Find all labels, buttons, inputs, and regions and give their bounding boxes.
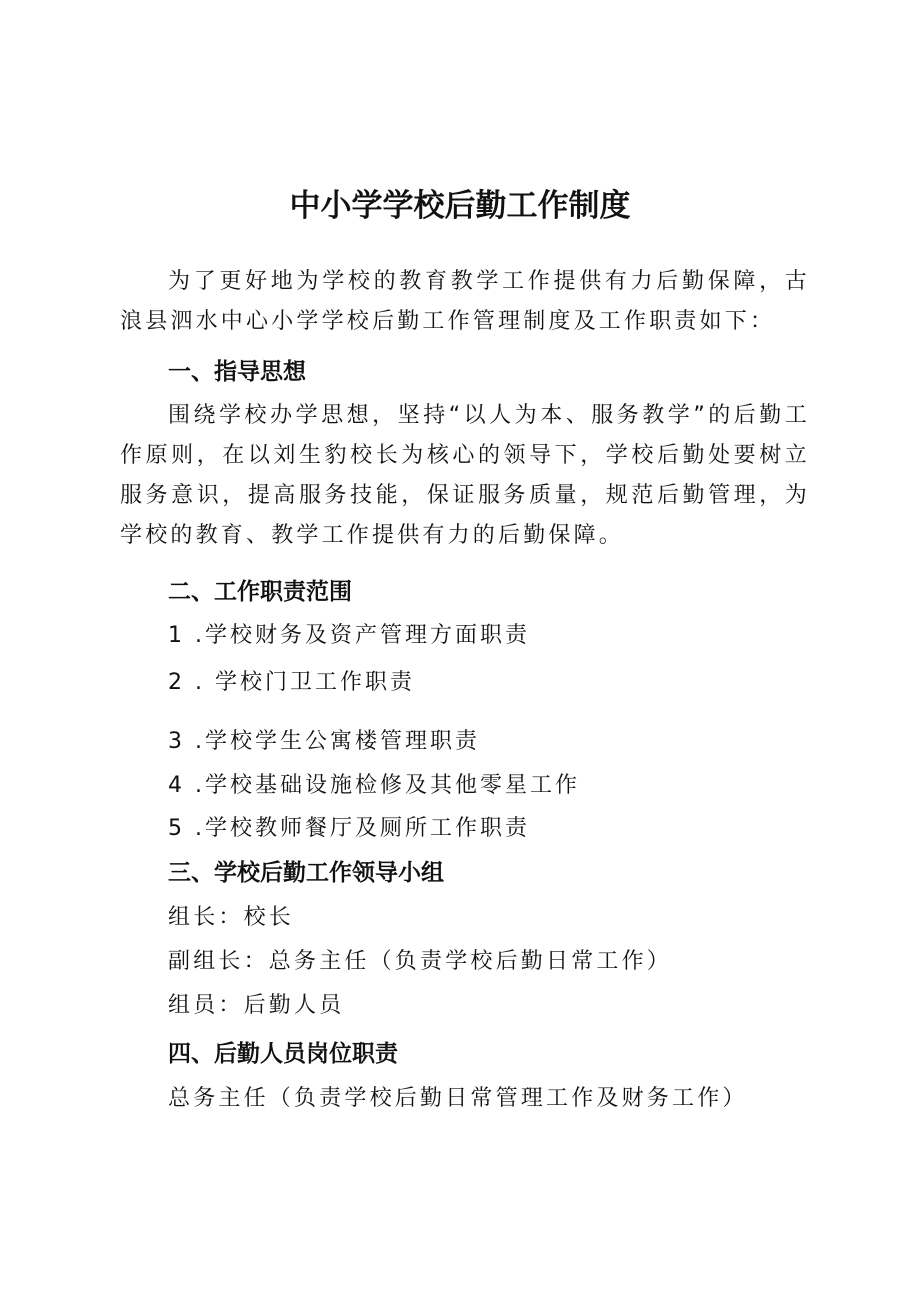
section-heading-leadership-group: 三、学校后勤工作领导小组	[168, 860, 444, 886]
list-item: 4 .学校基础设施检修及其他零星工作	[168, 773, 580, 798]
section-heading-responsibility-scope: 二、工作职责范围	[168, 579, 352, 605]
list-item: 2 . 学校门卫工作职责	[168, 670, 415, 695]
list-item: 3 .学校学生公寓楼管理职责	[168, 729, 480, 754]
list-item: 5 .学校教师餐厅及厕所工作职责	[168, 816, 530, 841]
member-line: 副组长：总务主任（负责学校后勤日常工作）	[168, 949, 673, 974]
section-heading-job-duties: 四、后勤人员岗位职责	[168, 1041, 398, 1067]
document-title: 中小学学校后勤工作制度	[289, 188, 631, 224]
intro-paragraph: 为了更好地为学校的教育教学工作提供有力后勤保障，古浪县泗水中心小学学校后勤工作管理制度及工作职责如下：	[120, 269, 810, 334]
section-heading-guiding-thought: 一、指导思想	[168, 359, 306, 385]
member-line: 组长：校长	[168, 905, 295, 930]
duty-line: 总务主任（负责学校后勤日常管理工作及财务工作）	[168, 1086, 748, 1111]
guiding-thought-paragraph: 围绕学校办学思想，坚持“以人为本、服务教学”的后勤工作原则，在以刘生豹校长为核心的领导下，学校后勤处要树立服务意识，提高服务技能，保证服务质量，规范后勤管理，为学校的教育、教学工作提供有力的后勤保障。	[120, 403, 810, 548]
list-item: 1 .学校财务及资产管理方面职责	[168, 623, 530, 648]
member-line: 组员：后勤人员	[168, 993, 345, 1018]
